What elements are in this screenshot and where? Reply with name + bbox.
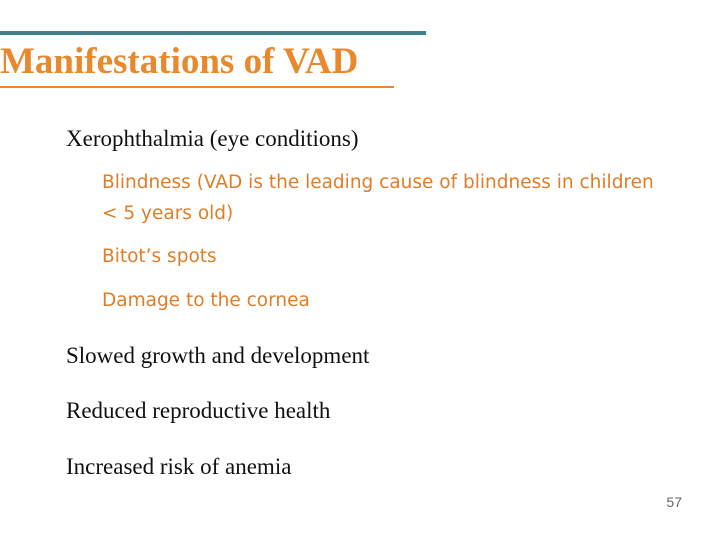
sub-bullet-bitots-spots: Bitot’s spots [102, 246, 217, 267]
bullet-anemia-risk: Increased risk of anemia [66, 454, 292, 479]
sub-bullet-blindness: Blindness (VAD is the leading cause of blindness in children < 5 years old) [102, 172, 654, 224]
bullet-slowed-growth: Slowed growth and development [66, 343, 370, 368]
bullet-xerophthalmia: Xerophthalmia (eye conditions) [66, 126, 359, 151]
slide-title: Manifestations of VAD [0, 41, 359, 82]
page-number: 57 [666, 494, 682, 510]
sub-bullet-cornea-damage: Damage to the cornea [102, 290, 310, 311]
bullet-reproductive-health: Reduced reproductive health [66, 398, 331, 423]
